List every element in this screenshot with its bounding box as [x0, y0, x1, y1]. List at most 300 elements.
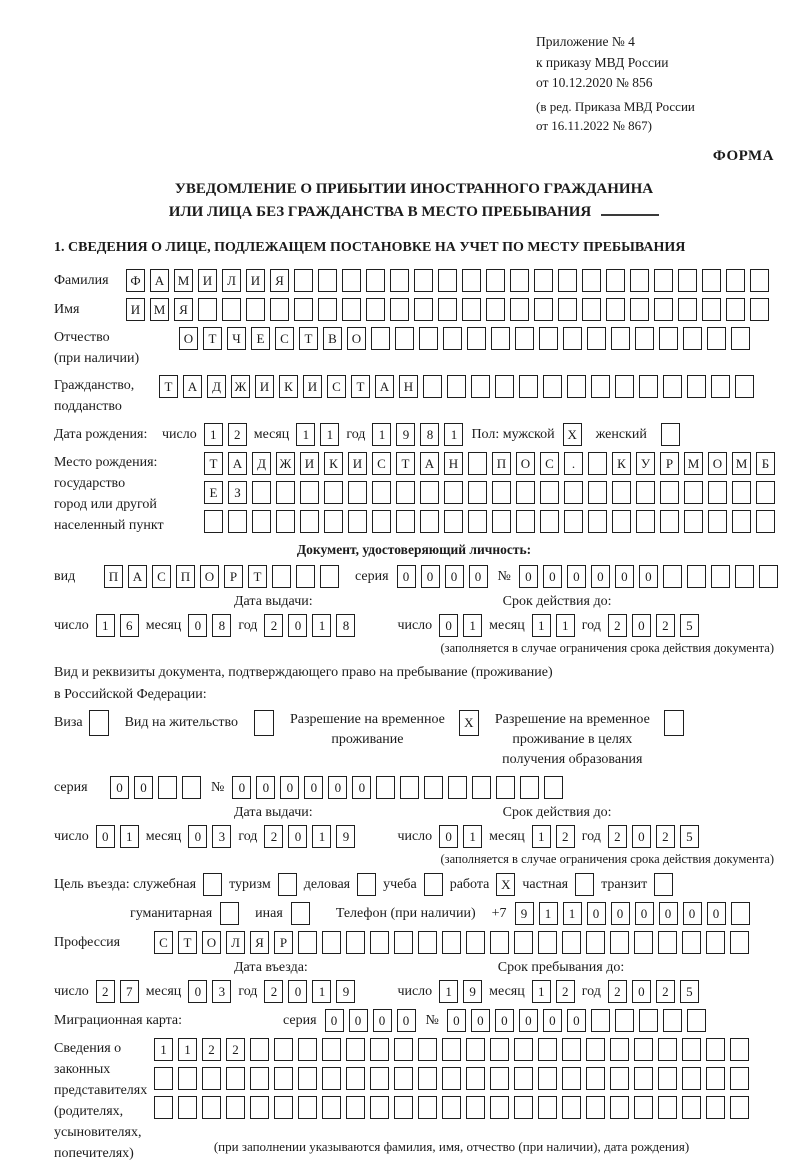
form-cell-empty[interactable] [298, 1038, 317, 1061]
form-cell-empty[interactable] [322, 931, 341, 954]
form-cell-filled[interactable]: Д [252, 452, 271, 475]
form-cell-empty[interactable] [658, 1038, 677, 1061]
form-cell-empty[interactable] [706, 1096, 725, 1119]
form-cell-empty[interactable] [420, 481, 439, 504]
form-cell-filled[interactable]: 0 [567, 565, 586, 588]
form-cell-filled[interactable]: П [176, 565, 195, 588]
form-cell-filled[interactable]: Т [396, 452, 415, 475]
form-cell-empty[interactable] [471, 375, 490, 398]
form-cell-filled[interactable]: 0 [469, 565, 488, 588]
form-cell-filled[interactable]: 0 [639, 565, 658, 588]
form-cell-empty[interactable] [324, 481, 343, 504]
form-cell-empty[interactable] [682, 1067, 701, 1090]
form-cell-filled[interactable]: 9 [336, 825, 355, 848]
form-cell-empty[interactable] [707, 327, 726, 350]
form-cell-empty[interactable] [394, 1038, 413, 1061]
form-cell-filled[interactable]: 1 [312, 614, 331, 637]
form-cell-empty[interactable] [702, 298, 721, 321]
form-cell-filled[interactable]: О [516, 452, 535, 475]
form-cell-filled[interactable]: К [324, 452, 343, 475]
form-cell-empty[interactable] [634, 931, 653, 954]
form-cell-empty[interactable] [276, 510, 295, 533]
form-cell-filled[interactable]: А [183, 375, 202, 398]
form-cell-empty[interactable] [468, 452, 487, 475]
form-cell-empty[interactable] [322, 1038, 341, 1061]
form-cell-filled[interactable]: 2 [556, 825, 575, 848]
form-cell-empty[interactable] [634, 1067, 653, 1090]
form-cell-empty[interactable] [543, 375, 562, 398]
form-cell-empty[interactable] [447, 375, 466, 398]
form-cell-filled[interactable]: 2 [608, 614, 627, 637]
form-cell-empty[interactable] [178, 1096, 197, 1119]
form-cell-empty[interactable] [654, 873, 673, 896]
form-cell-empty[interactable] [324, 510, 343, 533]
form-cell-filled[interactable]: 0 [611, 902, 630, 925]
form-cell-filled[interactable]: А [375, 375, 394, 398]
form-cell-filled[interactable]: 0 [683, 902, 702, 925]
form-cell-empty[interactable] [519, 375, 538, 398]
form-cell-empty[interactable] [376, 776, 395, 799]
form-cell-filled[interactable]: 8 [420, 423, 439, 446]
form-cell-filled[interactable]: Я [250, 931, 269, 954]
form-cell-filled[interactable]: 0 [543, 565, 562, 588]
form-cell-empty[interactable] [756, 510, 775, 533]
form-cell-empty[interactable] [438, 269, 457, 292]
form-cell-empty[interactable] [395, 327, 414, 350]
form-cell-empty[interactable] [418, 1096, 437, 1119]
form-cell-filled[interactable]: 2 [556, 980, 575, 1003]
form-cell-empty[interactable] [558, 269, 577, 292]
form-cell-empty[interactable] [346, 931, 365, 954]
form-cell-filled[interactable]: 0 [288, 980, 307, 1003]
form-cell-empty[interactable] [606, 269, 625, 292]
form-cell-filled[interactable]: 1 [296, 423, 315, 446]
form-cell-filled[interactable]: Я [174, 298, 193, 321]
form-cell-empty[interactable] [300, 510, 319, 533]
form-cell-filled[interactable]: Р [274, 931, 293, 954]
form-cell-filled[interactable]: 9 [336, 980, 355, 1003]
form-cell-filled[interactable]: 1 [204, 423, 223, 446]
form-cell-empty[interactable] [222, 298, 241, 321]
form-cell-empty[interactable] [318, 269, 337, 292]
form-cell-filled[interactable]: 3 [212, 825, 231, 848]
form-cell-filled[interactable]: X [563, 423, 582, 446]
form-cell-empty[interactable] [611, 327, 630, 350]
form-cell-empty[interactable] [636, 481, 655, 504]
form-cell-empty[interactable] [394, 1096, 413, 1119]
form-cell-empty[interactable] [639, 1009, 658, 1032]
form-cell-filled[interactable]: А [150, 269, 169, 292]
form-cell-filled[interactable]: 0 [632, 825, 651, 848]
form-cell-empty[interactable] [610, 931, 629, 954]
form-cell-empty[interactable] [562, 1038, 581, 1061]
form-cell-empty[interactable] [634, 1096, 653, 1119]
form-cell-empty[interactable] [735, 375, 754, 398]
form-cell-filled[interactable]: 5 [680, 825, 699, 848]
form-cell-empty[interactable] [750, 298, 769, 321]
form-cell-empty[interactable] [298, 931, 317, 954]
form-cell-filled[interactable]: 2 [264, 614, 283, 637]
form-cell-filled[interactable]: 2 [264, 825, 283, 848]
form-cell-filled[interactable]: 9 [396, 423, 415, 446]
form-cell-empty[interactable] [706, 1038, 725, 1061]
form-cell-filled[interactable]: 2 [608, 825, 627, 848]
form-cell-filled[interactable]: В [323, 327, 342, 350]
form-cell-empty[interactable] [514, 931, 533, 954]
form-cell-filled[interactable]: Т [178, 931, 197, 954]
form-cell-filled[interactable]: 0 [188, 825, 207, 848]
form-cell-filled[interactable]: 0 [707, 902, 726, 925]
form-cell-empty[interactable] [322, 1067, 341, 1090]
form-cell-filled[interactable]: 0 [567, 1009, 586, 1032]
form-cell-empty[interactable] [678, 269, 697, 292]
form-cell-empty[interactable] [630, 269, 649, 292]
form-cell-empty[interactable] [708, 510, 727, 533]
form-cell-empty[interactable] [491, 327, 510, 350]
form-cell-filled[interactable]: 0 [373, 1009, 392, 1032]
form-cell-filled[interactable]: 1 [463, 614, 482, 637]
form-cell-filled[interactable]: 0 [304, 776, 323, 799]
form-cell-empty[interactable] [588, 481, 607, 504]
form-cell-empty[interactable] [226, 1096, 245, 1119]
form-cell-filled[interactable]: Т [203, 327, 222, 350]
form-cell-filled[interactable]: 1 [563, 902, 582, 925]
form-cell-empty[interactable] [370, 931, 389, 954]
form-cell-empty[interactable] [198, 298, 217, 321]
form-cell-empty[interactable] [490, 1067, 509, 1090]
form-cell-filled[interactable]: Д [207, 375, 226, 398]
form-cell-empty[interactable] [495, 375, 514, 398]
form-cell-empty[interactable] [298, 1096, 317, 1119]
form-cell-filled[interactable]: 9 [515, 902, 534, 925]
form-cell-empty[interactable] [510, 298, 529, 321]
form-cell-filled[interactable]: X [496, 873, 515, 896]
form-cell-filled[interactable]: 2 [656, 980, 675, 1003]
form-cell-filled[interactable]: Р [660, 452, 679, 475]
form-cell-filled[interactable]: О [200, 565, 219, 588]
form-cell-filled[interactable]: 0 [439, 825, 458, 848]
form-cell-empty[interactable] [732, 510, 751, 533]
form-cell-filled[interactable]: И [300, 452, 319, 475]
form-cell-filled[interactable]: 1 [312, 980, 331, 1003]
form-cell-empty[interactable] [154, 1096, 173, 1119]
form-cell-filled[interactable]: Р [224, 565, 243, 588]
form-cell-empty[interactable] [711, 375, 730, 398]
form-cell-filled[interactable]: М [684, 452, 703, 475]
form-cell-empty[interactable] [274, 1038, 293, 1061]
form-cell-empty[interactable] [567, 375, 586, 398]
form-cell-filled[interactable]: М [174, 269, 193, 292]
form-cell-empty[interactable] [683, 327, 702, 350]
form-cell-empty[interactable] [732, 481, 751, 504]
form-cell-filled[interactable]: С [154, 931, 173, 954]
form-cell-empty[interactable] [486, 298, 505, 321]
form-cell-filled[interactable]: 0 [659, 902, 678, 925]
form-cell-empty[interactable] [492, 510, 511, 533]
form-cell-empty[interactable] [610, 1067, 629, 1090]
form-cell-empty[interactable] [538, 931, 557, 954]
form-cell-filled[interactable]: 0 [288, 614, 307, 637]
form-cell-empty[interactable] [514, 1067, 533, 1090]
form-cell-filled[interactable]: 2 [264, 980, 283, 1003]
form-cell-empty[interactable] [294, 269, 313, 292]
form-cell-empty[interactable] [448, 776, 467, 799]
form-cell-empty[interactable] [418, 931, 437, 954]
form-cell-filled[interactable]: 2 [226, 1038, 245, 1061]
form-cell-empty[interactable] [444, 510, 463, 533]
form-cell-empty[interactable] [663, 375, 682, 398]
form-cell-empty[interactable] [202, 1096, 221, 1119]
form-cell-filled[interactable]: 0 [232, 776, 251, 799]
form-cell-filled[interactable]: 0 [328, 776, 347, 799]
form-cell-filled[interactable]: 0 [288, 825, 307, 848]
form-cell-filled[interactable]: 0 [519, 1009, 538, 1032]
form-cell-empty[interactable] [534, 269, 553, 292]
form-cell-empty[interactable] [658, 1096, 677, 1119]
form-cell-empty[interactable] [660, 481, 679, 504]
form-cell-empty[interactable] [582, 298, 601, 321]
form-cell-empty[interactable] [414, 269, 433, 292]
form-cell-empty[interactable] [496, 776, 515, 799]
form-cell-empty[interactable] [342, 269, 361, 292]
form-cell-filled[interactable]: 1 [320, 423, 339, 446]
form-cell-filled[interactable]: 0 [280, 776, 299, 799]
form-cell-empty[interactable] [400, 776, 419, 799]
form-cell-empty[interactable] [394, 931, 413, 954]
form-cell-empty[interactable] [466, 931, 485, 954]
form-cell-empty[interactable] [591, 375, 610, 398]
form-cell-empty[interactable] [372, 481, 391, 504]
form-cell-empty[interactable] [661, 423, 680, 446]
form-cell-empty[interactable] [492, 481, 511, 504]
form-cell-empty[interactable] [612, 510, 631, 533]
form-cell-empty[interactable] [442, 1096, 461, 1119]
form-cell-filled[interactable]: Т [351, 375, 370, 398]
form-cell-empty[interactable] [346, 1067, 365, 1090]
form-cell-empty[interactable] [730, 931, 749, 954]
form-cell-filled[interactable]: 1 [154, 1038, 173, 1061]
form-cell-empty[interactable] [659, 327, 678, 350]
form-cell-empty[interactable] [615, 1009, 634, 1032]
form-cell-empty[interactable] [564, 481, 583, 504]
form-cell-empty[interactable] [462, 269, 481, 292]
form-cell-empty[interactable] [575, 873, 594, 896]
form-cell-empty[interactable] [702, 269, 721, 292]
form-cell-filled[interactable]: 0 [632, 980, 651, 1003]
form-cell-empty[interactable] [357, 873, 376, 896]
form-cell-empty[interactable] [586, 1096, 605, 1119]
form-cell-filled[interactable]: 1 [439, 980, 458, 1003]
form-cell-filled[interactable]: 8 [212, 614, 231, 637]
form-cell-empty[interactable] [562, 1096, 581, 1119]
form-cell-empty[interactable] [510, 269, 529, 292]
form-cell-empty[interactable] [706, 931, 725, 954]
form-cell-empty[interactable] [396, 481, 415, 504]
form-cell-empty[interactable] [370, 1096, 389, 1119]
form-cell-filled[interactable]: С [372, 452, 391, 475]
form-cell-empty[interactable] [687, 565, 706, 588]
form-cell-filled[interactable]: 0 [349, 1009, 368, 1032]
form-cell-empty[interactable] [443, 327, 462, 350]
form-cell-filled[interactable]: К [279, 375, 298, 398]
form-cell-empty[interactable] [366, 298, 385, 321]
form-cell-empty[interactable] [250, 1067, 269, 1090]
form-cell-filled[interactable]: О [179, 327, 198, 350]
form-cell-empty[interactable] [490, 1096, 509, 1119]
form-cell-filled[interactable]: 0 [439, 614, 458, 637]
form-cell-filled[interactable]: И [255, 375, 274, 398]
form-cell-filled[interactable]: О [202, 931, 221, 954]
form-cell-empty[interactable] [534, 298, 553, 321]
form-cell-empty[interactable] [300, 481, 319, 504]
form-cell-empty[interactable] [682, 1038, 701, 1061]
form-cell-empty[interactable] [348, 510, 367, 533]
form-cell-empty[interactable] [442, 931, 461, 954]
form-cell-empty[interactable] [246, 298, 265, 321]
form-cell-filled[interactable]: Т [299, 327, 318, 350]
form-cell-filled[interactable]: С [152, 565, 171, 588]
form-cell-empty[interactable] [418, 1038, 437, 1061]
form-cell-empty[interactable] [587, 327, 606, 350]
form-cell-filled[interactable]: 0 [325, 1009, 344, 1032]
form-cell-empty[interactable] [539, 327, 558, 350]
form-cell-empty[interactable] [660, 510, 679, 533]
form-cell-empty[interactable] [490, 1038, 509, 1061]
form-cell-empty[interactable] [564, 510, 583, 533]
form-cell-empty[interactable] [538, 1067, 557, 1090]
form-cell-empty[interactable] [750, 269, 769, 292]
form-cell-empty[interactable] [730, 1096, 749, 1119]
form-cell-filled[interactable]: 5 [680, 980, 699, 1003]
form-cell-filled[interactable]: 0 [188, 980, 207, 1003]
form-cell-filled[interactable]: 2 [656, 825, 675, 848]
form-cell-empty[interactable] [276, 481, 295, 504]
form-cell-filled[interactable]: С [540, 452, 559, 475]
form-cell-empty[interactable] [706, 1067, 725, 1090]
form-cell-empty[interactable] [438, 298, 457, 321]
form-cell-empty[interactable] [658, 931, 677, 954]
form-cell-filled[interactable]: 3 [212, 980, 231, 1003]
form-cell-empty[interactable] [563, 327, 582, 350]
form-cell-empty[interactable] [414, 298, 433, 321]
form-cell-empty[interactable] [366, 269, 385, 292]
form-cell-filled[interactable]: 0 [495, 1009, 514, 1032]
form-cell-empty[interactable] [320, 565, 339, 588]
form-cell-empty[interactable] [759, 565, 778, 588]
form-cell-filled[interactable]: 0 [543, 1009, 562, 1032]
form-cell-filled[interactable]: Ф [126, 269, 145, 292]
form-cell-empty[interactable] [540, 510, 559, 533]
form-cell-empty[interactable] [467, 327, 486, 350]
form-cell-filled[interactable]: И [246, 269, 265, 292]
form-cell-empty[interactable] [582, 269, 601, 292]
form-cell-filled[interactable]: Т [204, 452, 223, 475]
form-cell-empty[interactable] [250, 1038, 269, 1061]
form-cell-empty[interactable] [726, 298, 745, 321]
form-cell-empty[interactable] [630, 298, 649, 321]
form-cell-filled[interactable]: О [708, 452, 727, 475]
form-cell-filled[interactable]: 1 [532, 614, 551, 637]
form-cell-empty[interactable] [182, 776, 201, 799]
form-cell-empty[interactable] [396, 510, 415, 533]
form-cell-filled[interactable]: 2 [228, 423, 247, 446]
form-cell-filled[interactable]: Л [222, 269, 241, 292]
form-cell-empty[interactable] [158, 776, 177, 799]
form-cell-empty[interactable] [586, 1067, 605, 1090]
form-cell-filled[interactable]: X [459, 710, 479, 736]
form-cell-filled[interactable]: 7 [120, 980, 139, 1003]
form-cell-empty[interactable] [731, 327, 750, 350]
form-cell-empty[interactable] [346, 1096, 365, 1119]
form-cell-empty[interactable] [514, 1096, 533, 1119]
form-cell-filled[interactable]: 0 [352, 776, 371, 799]
form-cell-filled[interactable]: 0 [615, 565, 634, 588]
form-cell-empty[interactable] [418, 1067, 437, 1090]
form-cell-filled[interactable]: 6 [120, 614, 139, 637]
form-cell-empty[interactable] [730, 1038, 749, 1061]
form-cell-filled[interactable]: 1 [96, 614, 115, 637]
form-cell-filled[interactable]: П [104, 565, 123, 588]
form-cell-empty[interactable] [663, 1009, 682, 1032]
form-cell-filled[interactable]: 0 [632, 614, 651, 637]
form-cell-empty[interactable] [272, 565, 291, 588]
form-cell-filled[interactable]: Е [251, 327, 270, 350]
form-cell-empty[interactable] [390, 269, 409, 292]
form-cell-empty[interactable] [731, 902, 750, 925]
form-cell-filled[interactable]: К [612, 452, 631, 475]
form-cell-empty[interactable] [370, 1038, 389, 1061]
form-cell-filled[interactable]: Н [444, 452, 463, 475]
form-cell-empty[interactable] [466, 1038, 485, 1061]
form-cell-empty[interactable] [254, 710, 274, 736]
form-cell-empty[interactable] [346, 1038, 365, 1061]
form-cell-empty[interactable] [296, 565, 315, 588]
form-cell-empty[interactable] [654, 269, 673, 292]
form-cell-filled[interactable]: С [327, 375, 346, 398]
form-cell-filled[interactable]: 0 [445, 565, 464, 588]
form-cell-empty[interactable] [486, 269, 505, 292]
form-cell-empty[interactable] [730, 1067, 749, 1090]
form-cell-filled[interactable]: И [303, 375, 322, 398]
form-cell-empty[interactable] [370, 1067, 389, 1090]
form-cell-filled[interactable]: Е [204, 481, 223, 504]
form-cell-empty[interactable] [658, 1067, 677, 1090]
form-cell-empty[interactable] [634, 1038, 653, 1061]
form-cell-filled[interactable]: У [636, 452, 655, 475]
form-cell-empty[interactable] [466, 1096, 485, 1119]
form-cell-empty[interactable] [220, 902, 239, 925]
form-cell-empty[interactable] [228, 510, 247, 533]
form-cell-empty[interactable] [708, 481, 727, 504]
form-cell-filled[interactable]: Л [226, 931, 245, 954]
form-cell-filled[interactable]: С [275, 327, 294, 350]
form-cell-filled[interactable]: 0 [447, 1009, 466, 1032]
form-cell-empty[interactable] [390, 298, 409, 321]
form-cell-empty[interactable] [468, 510, 487, 533]
form-cell-empty[interactable] [462, 298, 481, 321]
form-cell-empty[interactable] [540, 481, 559, 504]
form-cell-filled[interactable]: 1 [532, 825, 551, 848]
form-cell-filled[interactable]: 5 [680, 614, 699, 637]
form-cell-filled[interactable]: Ч [227, 327, 246, 350]
form-cell-empty[interactable] [424, 873, 443, 896]
form-cell-filled[interactable]: 9 [463, 980, 482, 1003]
form-cell-empty[interactable] [203, 873, 222, 896]
form-cell-empty[interactable] [442, 1067, 461, 1090]
form-cell-empty[interactable] [202, 1067, 221, 1090]
form-cell-empty[interactable] [538, 1038, 557, 1061]
form-cell-empty[interactable] [270, 298, 289, 321]
